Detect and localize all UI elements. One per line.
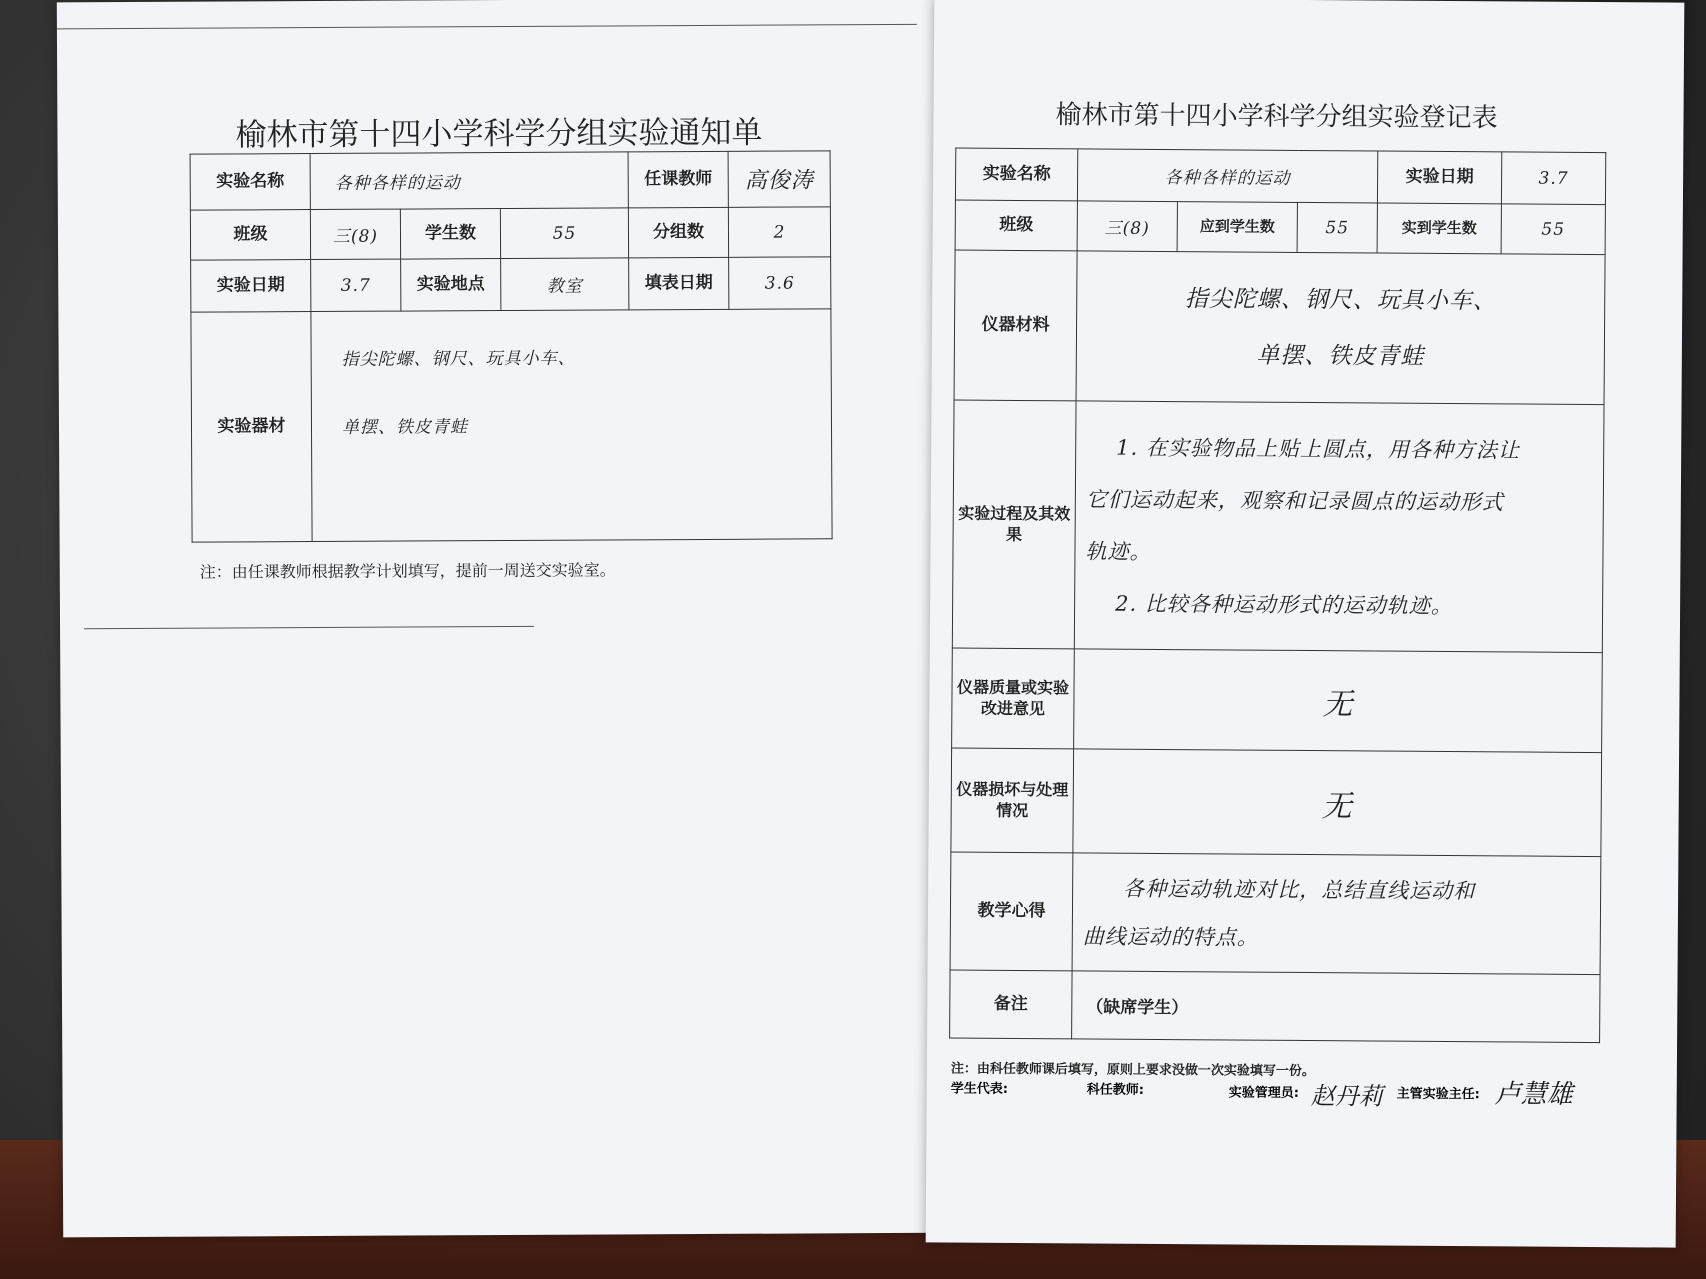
register-footnote: 注：由科任教师课后填写，原则上要求没做一次实验填写一份。 xyxy=(950,1061,1315,1080)
value-class: 三(8) xyxy=(1077,201,1177,252)
process-line-1: 1. 在实验物品上贴上圆点，用各种方法让 xyxy=(1116,435,1521,462)
notice-title: 榆林市第十四小学科学分组实验通知单 xyxy=(235,114,763,154)
label-students: 学生数 xyxy=(400,209,500,260)
value-reflection xyxy=(1072,853,1601,975)
value-expected-students: 55 xyxy=(1297,202,1377,253)
label-place: 实验地点 xyxy=(401,259,501,312)
value-materials xyxy=(1076,251,1605,405)
label-student-rep: 学生代表: xyxy=(950,1081,1008,1097)
label-materials: 实验器材 xyxy=(191,312,312,543)
value-experiment-name: 各种各样的运动 xyxy=(1077,149,1377,203)
register-sheet xyxy=(926,0,1685,1248)
label-fill-date: 填表日期 xyxy=(629,257,729,310)
label-director: 主管实验主任: xyxy=(1396,1086,1480,1103)
label-lab-admin: 实验管理员: xyxy=(1228,1085,1299,1101)
label-subject-teacher: 科任教师: xyxy=(1086,1082,1144,1098)
register-table xyxy=(949,148,1606,1044)
value-remarks: （缺席学生） xyxy=(1072,971,1600,1043)
process-line-2: 它们运动起来，观察和记录圆点的运动形式 xyxy=(1085,486,1504,514)
label-remarks: 备注 xyxy=(950,970,1072,1039)
label-class: 班级 xyxy=(190,210,310,261)
value-fill-date: 3.6 xyxy=(729,257,831,310)
process-line-3: 轨迹。 xyxy=(1085,538,1152,564)
materials-line-1: 指尖陀螺、钢尺、玩具小车、 xyxy=(1184,285,1497,314)
materials-line-2: 单摆、铁皮青蛙 xyxy=(1256,342,1425,370)
cut-line xyxy=(84,626,534,629)
value-groups: 2 xyxy=(728,207,830,258)
value-students: 55 xyxy=(500,208,628,259)
signature-lab-admin: 赵丹莉 xyxy=(1310,1082,1383,1111)
label-reflection: 教学心得 xyxy=(950,852,1073,971)
value-teacher: 高俊涛 xyxy=(728,151,830,208)
label-class: 班级 xyxy=(955,200,1077,251)
notice-sheet xyxy=(57,0,963,1237)
label-damage: 仪器损坏与处理情况 xyxy=(951,748,1074,853)
value-experiment-name: 各种各样的运动 xyxy=(310,152,628,210)
process-line-4: 2. 比较各种运动形式的运动轨迹。 xyxy=(1115,591,1453,618)
top-rule xyxy=(57,24,917,30)
value-actual-students: 55 xyxy=(1501,204,1605,255)
value-process xyxy=(1074,401,1604,653)
materials-line-2: 单摆、铁皮青蛙 xyxy=(341,417,469,438)
label-process: 实验过程及其效果 xyxy=(952,400,1076,649)
signature-director: 卢慧雄 xyxy=(1494,1079,1573,1110)
label-date: 实验日期 xyxy=(1377,151,1501,204)
value-date: 3.7 xyxy=(1501,152,1605,205)
label-actual-students: 实到学生数 xyxy=(1377,203,1501,254)
notice-footnote: 注：由任课教师根据教学计划填写，提前一周送交实验室。 xyxy=(199,560,616,582)
value-class: 三(8) xyxy=(310,209,400,259)
signature-row xyxy=(950,1074,1650,1129)
reflection-line-1: 各种运动轨迹对比，总结直线运动和 xyxy=(1123,876,1476,903)
value-materials xyxy=(311,309,832,542)
value-place: 教室 xyxy=(501,258,629,311)
value-quality: 无 xyxy=(1074,649,1603,753)
register-title: 榆林市第十四小学科学分组实验登记表 xyxy=(1055,100,1498,134)
label-experiment-name: 实验名称 xyxy=(955,148,1077,201)
label-date: 实验日期 xyxy=(191,260,311,313)
label-expected-students: 应到学生数 xyxy=(1177,202,1297,253)
value-damage: 无 xyxy=(1073,749,1602,857)
label-experiment-name: 实验名称 xyxy=(190,154,310,211)
materials-line-1: 指尖陀螺、钢尺、玩具小车、 xyxy=(341,348,576,370)
notice-table xyxy=(190,150,833,542)
label-quality: 仪器质量或实验改进意见 xyxy=(952,648,1075,749)
reflection-line-2: 曲线运动的特点。 xyxy=(1082,923,1259,950)
label-teacher: 任课教师 xyxy=(628,151,728,208)
label-groups: 分组数 xyxy=(628,207,728,258)
label-materials: 仪器材料 xyxy=(954,250,1077,401)
value-date: 3.7 xyxy=(311,259,401,311)
